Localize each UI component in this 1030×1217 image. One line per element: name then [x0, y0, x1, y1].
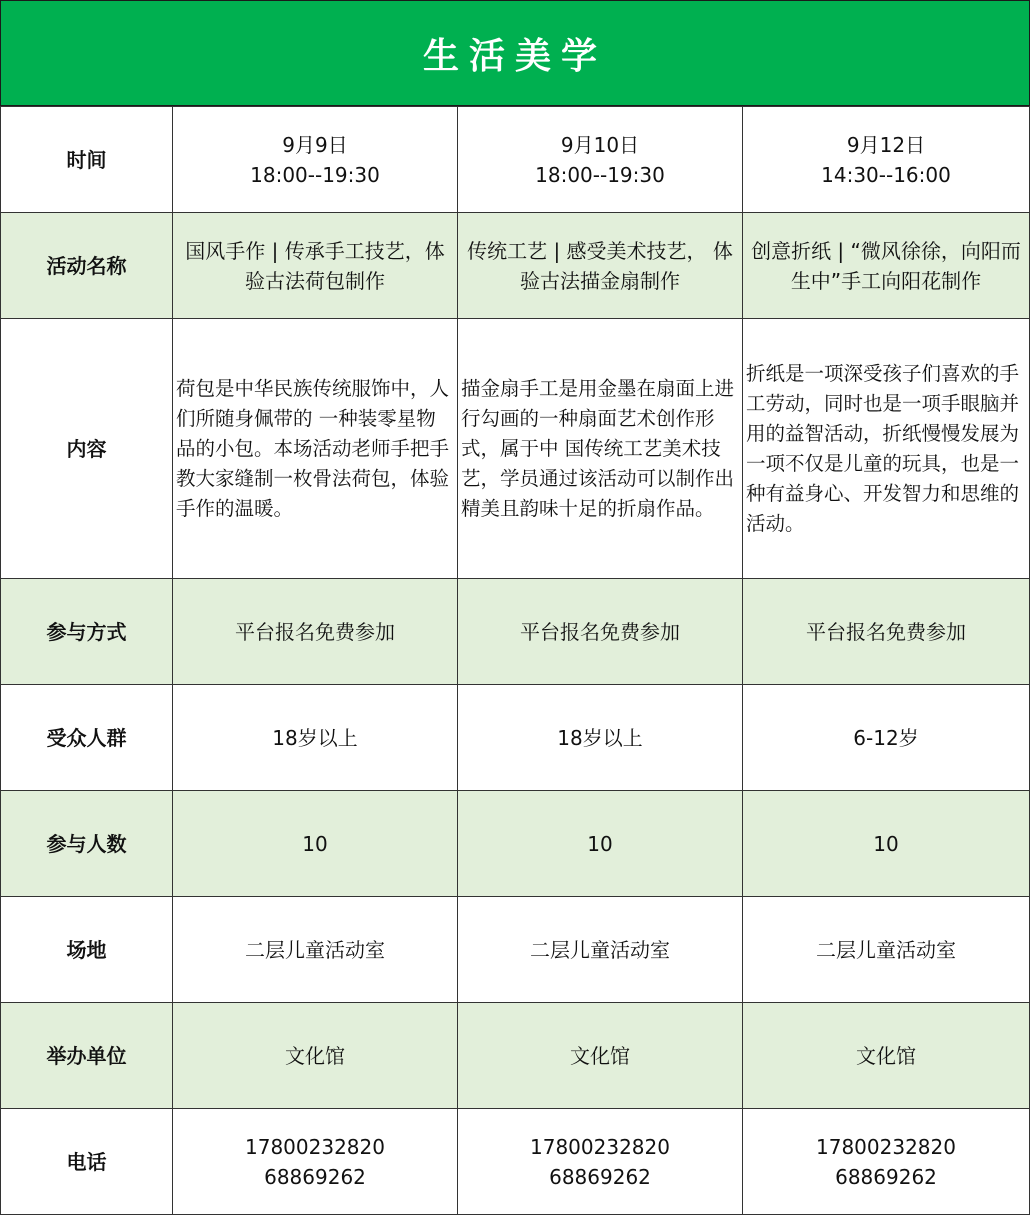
method-cell-1: 平台报名免费参加: [173, 579, 458, 685]
phone-cell-1: 17800232820 68869262: [173, 1109, 458, 1215]
row-venue: [1, 897, 1030, 1003]
label-activity-name: 活动名称: [1, 213, 173, 319]
count-cell-3: 10: [743, 791, 1030, 897]
content-cell-3: 折纸是一项深受孩子们喜欢的手工劳动，同时也是一项手眼脑并用的益智活动，折纸慢慢发展为一项不仅是儿童的玩具，也是一种有益身心、开发智力和思维的活动。: [743, 319, 1030, 579]
schedule-table: [0, 106, 1030, 1215]
phone-cell-2: 17800232820 68869262: [458, 1109, 743, 1215]
organizer-cell-1: 文化馆: [173, 1003, 458, 1109]
label-organizer: 举办单位: [1, 1003, 173, 1109]
label-venue: 场地: [1, 897, 173, 1003]
label-content: 内容: [1, 319, 173, 579]
content-cell-2: 描金扇手工是用金墨在扇面上进行勾画的一种扇面艺术创作形式，属于中 国传统工艺美术技艺，学员通过该活动可以制作出精美且韵味十足的折扇作品。: [458, 319, 743, 579]
row-content: [1, 319, 1030, 579]
row-organizer: [1, 1003, 1030, 1109]
row-time: [1, 107, 1030, 213]
time-cell-1: 9月9日 18:00--19:30: [173, 107, 458, 213]
row-phone: [1, 1109, 1030, 1215]
activity-name-cell-1: 国风手作 | 传承手工技艺，体验古法荷包制作: [173, 213, 458, 319]
method-cell-3: 平台报名免费参加: [743, 579, 1030, 685]
row-method: [1, 579, 1030, 685]
venue-cell-3: 二层儿童活动室: [743, 897, 1030, 1003]
time-cell-2: 9月10日 18:00--19:30: [458, 107, 743, 213]
method-cell-2: 平台报名免费参加: [458, 579, 743, 685]
row-audience: [1, 685, 1030, 791]
row-activity-name: [1, 213, 1030, 319]
audience-cell-2: 18岁以上: [458, 685, 743, 791]
time-cell-3: 9月12日 14:30--16:00: [743, 107, 1030, 213]
phone-cell-3: 17800232820 68869262: [743, 1109, 1030, 1215]
label-time: 时间: [1, 107, 173, 213]
count-cell-1: 10: [173, 791, 458, 897]
row-count: [1, 791, 1030, 897]
label-method: 参与方式: [1, 579, 173, 685]
content-cell-1: 荷包是中华民族传统服饰中，人们所随身佩带的 一种装零星物品的小包。本场活动老师手把手教大家缝制一枚骨法荷包，体验手作的温暖。: [173, 319, 458, 579]
venue-cell-1: 二层儿童活动室: [173, 897, 458, 1003]
organizer-cell-3: 文化馆: [743, 1003, 1030, 1109]
activity-name-cell-3: 创意折纸 | “微风徐徐，向阳而生中”手工向阳花制作: [743, 213, 1030, 319]
label-phone: 电话: [1, 1109, 173, 1215]
audience-cell-1: 18岁以上: [173, 685, 458, 791]
venue-cell-2: 二层儿童活动室: [458, 897, 743, 1003]
label-count: 参与人数: [1, 791, 173, 897]
activity-name-cell-2: 传统工艺 | 感受美术技艺， 体验古法描金扇制作: [458, 213, 743, 319]
label-audience: 受众人群: [1, 685, 173, 791]
page-title: 生活美学: [0, 0, 1030, 107]
count-cell-2: 10: [458, 791, 743, 897]
organizer-cell-2: 文化馆: [458, 1003, 743, 1109]
audience-cell-3: 6-12岁: [743, 685, 1030, 791]
